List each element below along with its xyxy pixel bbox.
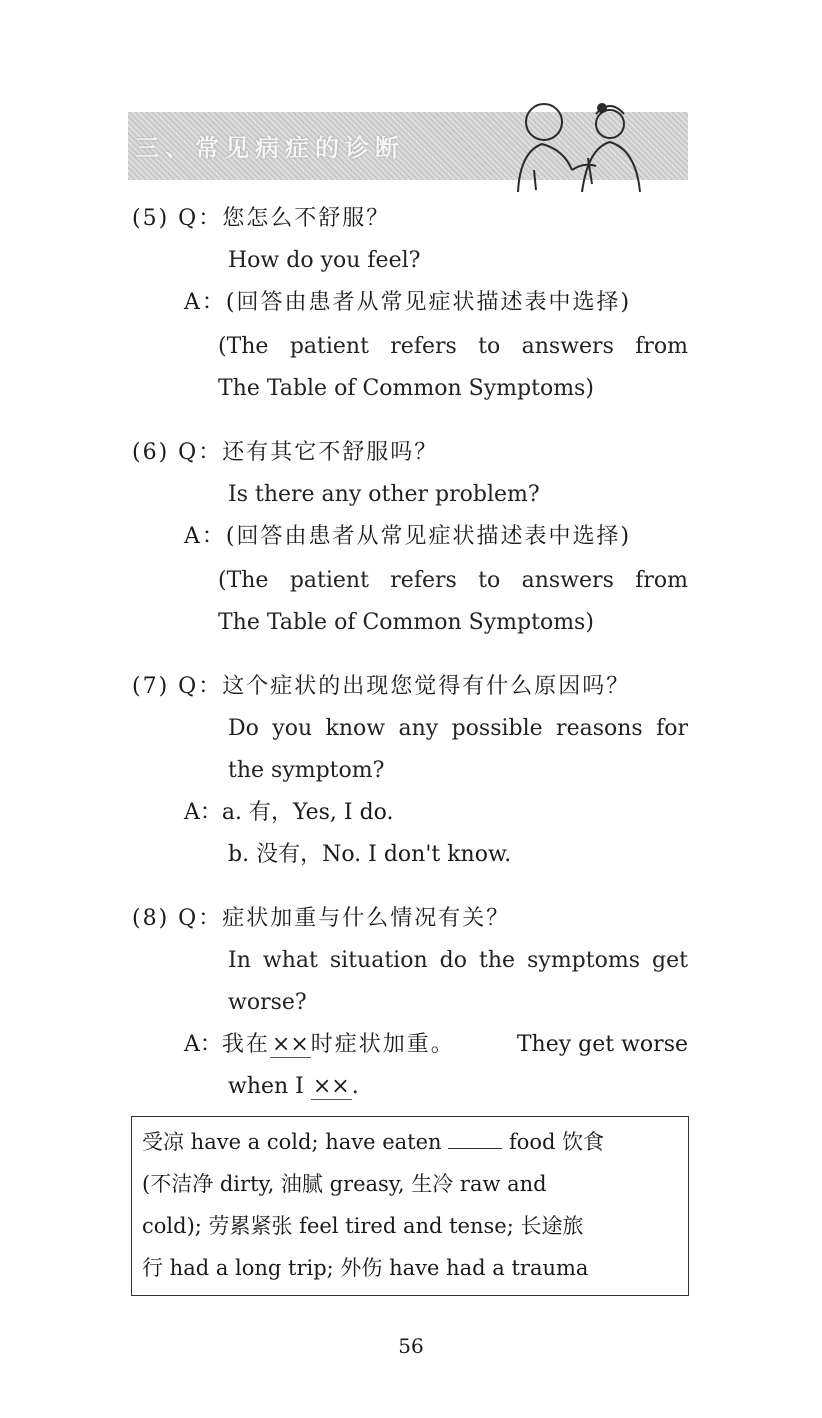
fill-blank bbox=[448, 1130, 502, 1149]
answer-6-zh: A：(回答由患者从常见症状描述表中选择) bbox=[184, 524, 632, 549]
question-8-zh: (8) Q：症状加重与什么情况有关？ bbox=[132, 906, 511, 931]
page-number: 56 bbox=[398, 1334, 424, 1358]
answer-8-line2: when I ××. bbox=[228, 1074, 359, 1099]
answer-7-option-b: b. 没有，No. I don't know. bbox=[228, 842, 512, 867]
section-header-title: 三、常见病症的诊断 bbox=[135, 134, 405, 162]
vocabulary-line-2: (不洁净 dirty, 油腻 greasy, 生冷 raw and bbox=[142, 1172, 547, 1196]
vocabulary-line-4: 行 had a long trip; 外伤 have had a trauma bbox=[142, 1256, 589, 1280]
question-5-en: How do you feel? bbox=[228, 248, 421, 273]
answer-6-en-line2: The Table of Common Symptoms) bbox=[218, 610, 594, 635]
answer-7-option-a: A：a. 有，Yes, I do. bbox=[184, 800, 394, 825]
question-8-en-line1: In what situation do the symptoms get bbox=[228, 948, 688, 973]
answer-5-en-line1: (The patient refers to answers from bbox=[218, 334, 688, 359]
answer-8-blank-zh: ×× bbox=[271, 1032, 309, 1057]
question-8-en-line2: worse? bbox=[228, 990, 307, 1015]
question-6-en: Is there any other problem? bbox=[228, 482, 540, 507]
vocabulary-line-1: 受凉 have a cold; have eaten food 饮食 bbox=[142, 1130, 605, 1154]
vocabulary-box bbox=[131, 1116, 689, 1296]
question-5-zh: (5) Q：您怎么不舒服？ bbox=[132, 206, 391, 231]
answer-8-blank-en: ×× bbox=[312, 1074, 350, 1099]
answer-8-line1: A：我在××时症状加重。 They get worse bbox=[184, 1032, 688, 1057]
doctor-patient-illustration bbox=[512, 92, 648, 196]
question-7-en-line1: Do you know any possible reasons for bbox=[228, 716, 688, 741]
answer-5-zh: A：(回答由患者从常见症状描述表中选择) bbox=[184, 290, 632, 315]
vocabulary-line-3: cold); 劳累紧张 feel tired and tense; 长途旅 bbox=[142, 1214, 584, 1238]
answer-5-en-line2: The Table of Common Symptoms) bbox=[218, 376, 594, 401]
question-7-zh: (7) Q：这个症状的出现您觉得有什么原因吗？ bbox=[132, 674, 631, 699]
question-6-zh: (6) Q：还有其它不舒服吗？ bbox=[132, 440, 439, 465]
answer-6-en-line1: (The patient refers to answers from bbox=[218, 568, 688, 593]
question-7-en-line2: the symptom? bbox=[228, 758, 385, 783]
